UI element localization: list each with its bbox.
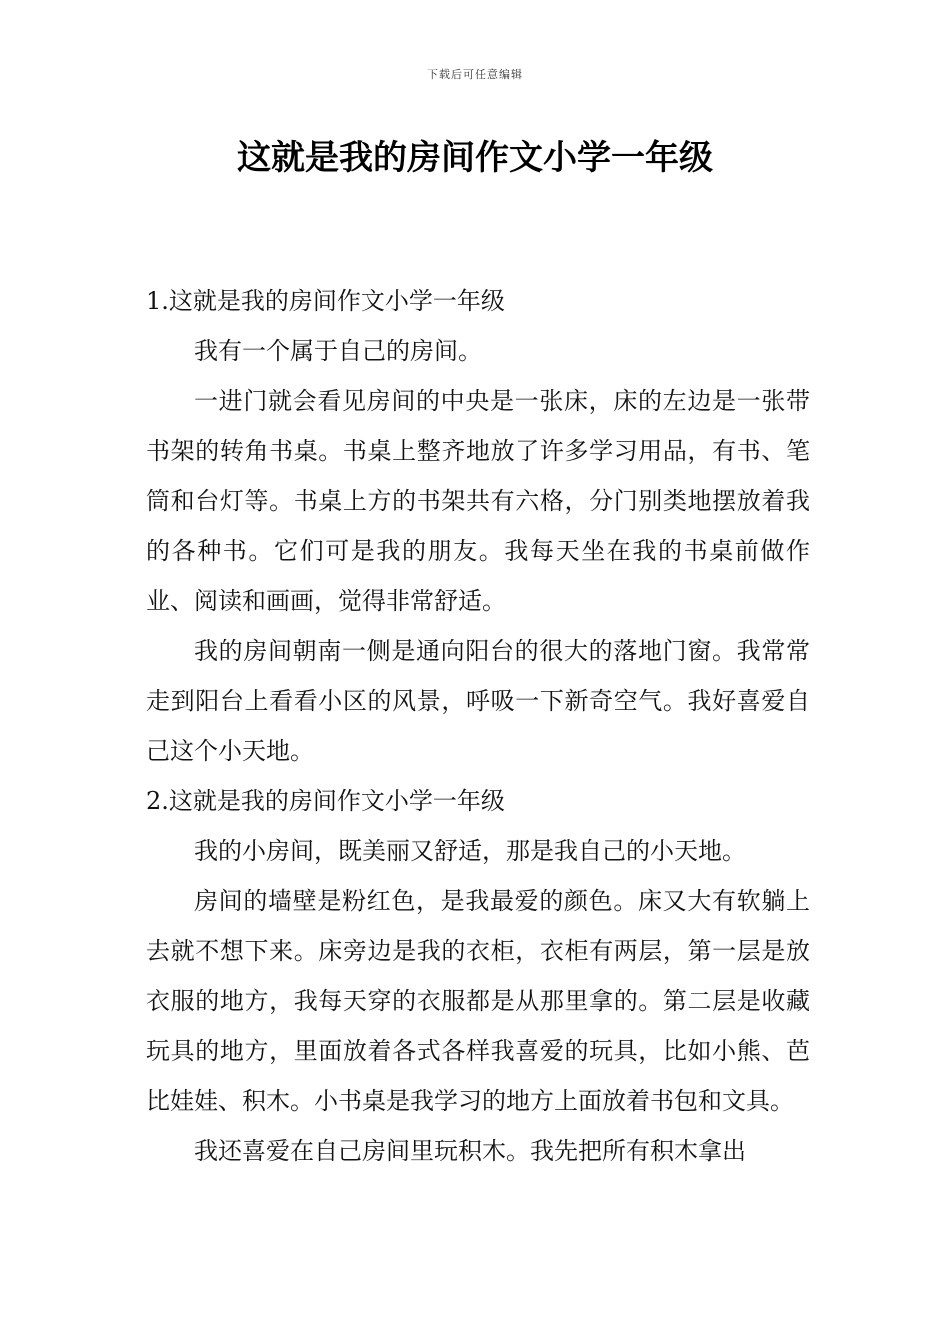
document-body <box>146 276 810 1176</box>
paragraph: 我有一个属于自己的房间。 <box>194 337 482 365</box>
paragraph: 我的房间朝南一侧是通向阳台的很大的落地门窗。我常常走到阳台上看看小区的风景，呼吸一下新奇空气。我好喜爱自己这个小天地。 <box>146 637 810 765</box>
paragraph: 我还喜爱在自己房间里玩积木。我先把所有积木拿出 <box>194 1137 746 1165</box>
header-note: 下载后可任意编辑 <box>427 68 523 81</box>
paragraph: 我的小房间，既美丽又舒适，那是我自己的小天地。 <box>194 837 746 865</box>
paragraph: 一进门就会看见房间的中央是一张床，床的左边是一张带书架的转角书桌。书桌上整齐地放了许多学习用品，有书、笔筒和台灯等。书桌上方的书架共有六格，分门别类地摆放着我的各种书。它们可是我的朋友。我每天坐在我的书桌前做作业、阅读和画画，觉得非常舒适。 <box>146 387 810 615</box>
section-heading-1: 1.这就是我的房间作文小学一年级 <box>146 287 505 315</box>
section-heading-2: 2.这就是我的房间作文小学一年级 <box>146 787 505 815</box>
document-title: 这就是我的房间作文小学一年级 <box>237 138 713 178</box>
paragraph: 房间的墙壁是粉红色，是我最爱的颜色。床又大有软躺上去就不想下来。床旁边是我的衣柜，衣柜有两层，第一层是放衣服的地方，我每天穿的衣服都是从那里拿的。第二层是收藏玩具的地方，里面放着各式各样我喜爱的玩具，比如小熊、芭比娃娃、积木。小书桌是我学习的地方上面放着书包和文具。 <box>146 887 810 1115</box>
